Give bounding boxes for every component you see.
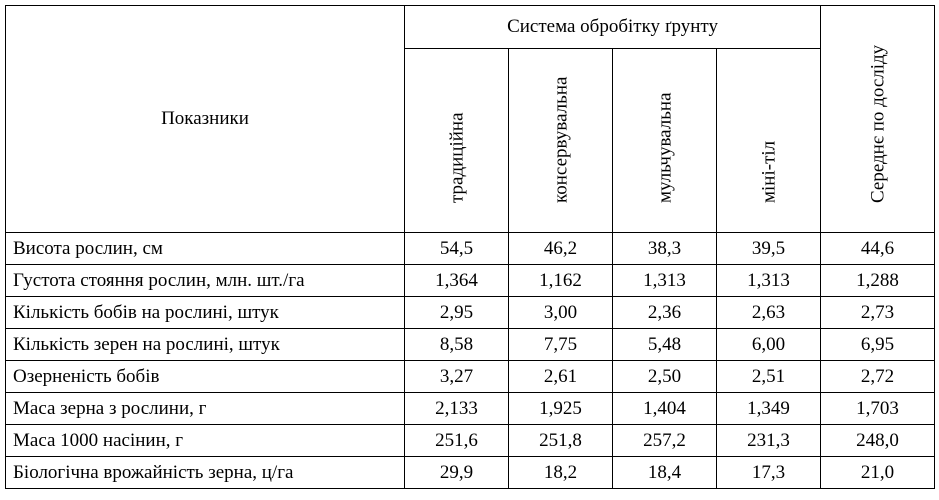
row-label: Кількість зерен на рослині, штук [6,329,405,361]
cell-value: 2,63 [717,297,821,329]
cell-value: 1,313 [613,265,717,297]
table-row [6,457,935,489]
cell-value: 8,58 [405,329,509,361]
cell-value: 1,349 [717,393,821,425]
cell-value: 2,133 [405,393,509,425]
cell-value: 5,48 [613,329,717,361]
header-system-traditional [405,49,509,233]
table-row [6,361,935,393]
header-system-label: мульчувальна [654,92,675,203]
cell-value: 2,51 [717,361,821,393]
cell-value: 251,6 [405,425,509,457]
cell-mean: 248,0 [821,425,935,457]
header-system-group: Система обробітку ґрунту [405,6,821,49]
header-system-label: консервувальна [550,76,571,203]
cell-value: 39,5 [717,233,821,265]
row-label: Озерненість бобів [6,361,405,393]
table-row [6,233,935,265]
cell-value: 17,3 [717,457,821,489]
table-row [6,425,935,457]
header-system-label: традиційна [446,112,467,203]
data-table [5,5,935,489]
cell-value: 7,75 [509,329,613,361]
row-label: Кількість бобів на рослині, штук [6,297,405,329]
cell-value: 257,2 [613,425,717,457]
row-label: Густота стояння рослин, млн. шт./га [6,265,405,297]
cell-value: 2,61 [509,361,613,393]
cell-value: 3,27 [405,361,509,393]
cell-mean: 6,95 [821,329,935,361]
cell-value: 1,925 [509,393,613,425]
cell-mean: 2,73 [821,297,935,329]
cell-mean: 1,703 [821,393,935,425]
table-row [6,297,935,329]
cell-mean: 1,288 [821,265,935,297]
cell-value: 18,4 [613,457,717,489]
row-label: Маса 1000 насінин, г [6,425,405,457]
cell-value: 2,36 [613,297,717,329]
table-row [6,329,935,361]
cell-value: 1,162 [509,265,613,297]
header-mean-label: Середнє по досліду [867,44,889,203]
cell-value: 231,3 [717,425,821,457]
cell-value: 2,50 [613,361,717,393]
row-label: Біологічна врожайність зерна, ц/га [6,457,405,489]
cell-value: 54,5 [405,233,509,265]
header-system-label: міні-тіл [758,140,780,203]
cell-value: 1,364 [405,265,509,297]
cell-value: 2,95 [405,297,509,329]
header-system-mulching [613,49,717,233]
table-row [6,265,935,297]
header-mean [821,6,935,233]
row-label: Маса зерна з рослини, г [6,393,405,425]
header-system-mini-till [717,49,821,233]
header-indicators: Показники [6,6,405,233]
cell-value: 38,3 [613,233,717,265]
cell-value: 18,2 [509,457,613,489]
cell-mean: 44,6 [821,233,935,265]
cell-value: 3,00 [509,297,613,329]
cell-value: 251,8 [509,425,613,457]
cell-mean: 21,0 [821,457,935,489]
cell-value: 29,9 [405,457,509,489]
header-system-conservation [509,49,613,233]
cell-value: 6,00 [717,329,821,361]
table-row [6,393,935,425]
cell-value: 1,313 [717,265,821,297]
cell-value: 46,2 [509,233,613,265]
cell-mean: 2,72 [821,361,935,393]
cell-value: 1,404 [613,393,717,425]
row-label: Висота рослин, см [6,233,405,265]
